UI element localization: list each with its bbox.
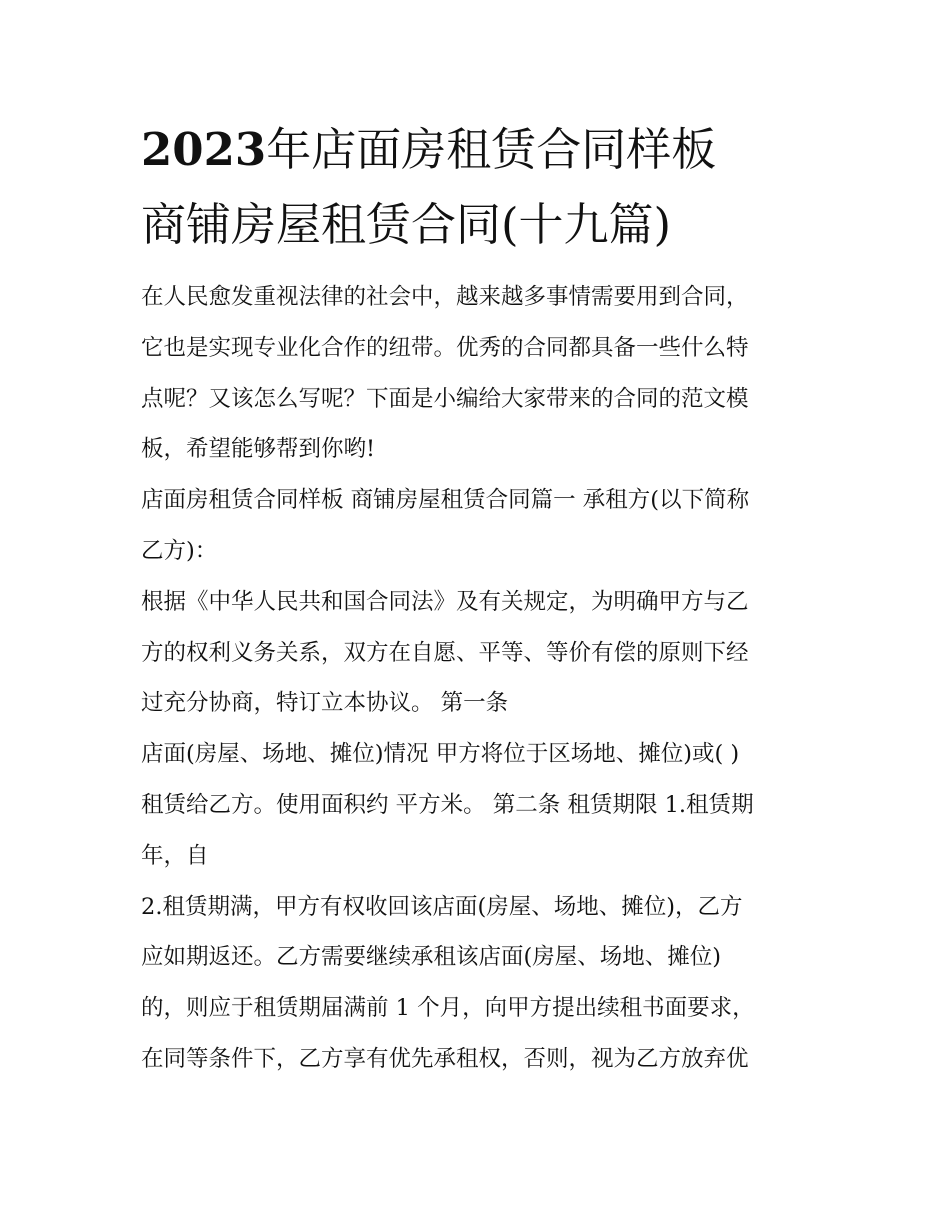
text-line: 店面房租赁合同样板 商铺房屋租赁合同篇一 承租方(以下简称 [141, 487, 750, 514]
text-line: 的，则应于租赁期届满前 1 个月，向甲方提出续租书面要求， [141, 995, 755, 1022]
text-line: 租赁给乙方。使用面积约 平方米。 第二条 租赁期限 1.租赁期 [141, 791, 754, 818]
title-line-1-rest: 年店面房租赁合同样板 [266, 123, 717, 176]
document-title [141, 112, 816, 262]
text-line: 在人民愈发重视法律的社会中，越来越多事情需要用到合同， [141, 284, 749, 310]
text-line: 应如期返还。乙方需要继续承租该店面(房屋、场地、摊位) [141, 944, 722, 971]
text-line: 店面(房屋、场地、摊位)情况 甲方将位于区场地、摊位)或( ) [141, 741, 740, 768]
text-line: 在同等条件下，乙方享有优先承租权，否则，视为乙方放弃优 [141, 1045, 749, 1072]
title-line-1 [141, 112, 816, 187]
text-line: 方的权利义务关系，双方在自愿、平等、等价有偿的原则下经 [141, 639, 749, 666]
document-body [141, 272, 816, 1085]
title-line-2: 商铺房屋租赁合同(十九篇) [141, 198, 672, 251]
title-year: 2023 [141, 123, 267, 176]
text-line: 乙方)： [141, 537, 218, 564]
document-page [141, 112, 816, 1085]
text-line: 过充分协商，特订立本协议。 第一条 [141, 690, 509, 717]
text-line: 它也是实现专业化合作的纽带。优秀的合同都具备一些什么特 [141, 334, 749, 361]
text-line: 点呢？又该怎么写呢？下面是小编给大家带来的合同的范文模 [141, 385, 749, 412]
paragraph-intro [141, 272, 816, 475]
paragraph-article-1 [141, 729, 816, 881]
paragraph-legal-basis [141, 577, 816, 729]
text-line: 年，自 [141, 842, 209, 869]
paragraph-article-2-clause-2 [141, 882, 816, 1085]
text-line: 根据《中华人民共和国合同法》及有关规定，为明确甲方与乙 [141, 588, 749, 615]
paragraph-contract-heading [141, 475, 816, 577]
text-line: 2.租赁期满，甲方有权收回该店面(房屋、场地、摊位)，乙方 [141, 893, 743, 920]
text-line: 板，希望能够帮到你哟! [141, 436, 376, 463]
